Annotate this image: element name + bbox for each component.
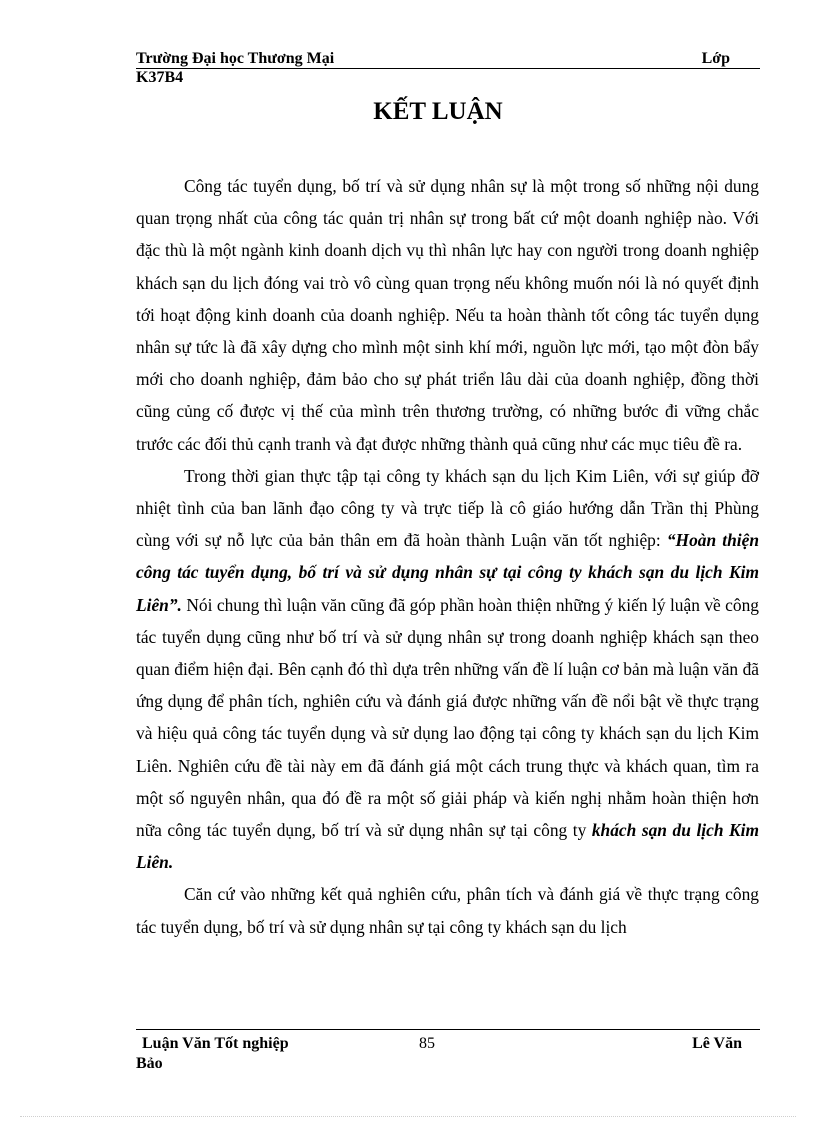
footer-thesis-label: Luận Văn Tốt nghiệp — [142, 1035, 289, 1052]
document-body — [136, 170, 759, 943]
page-title: KẾT LUẬN — [373, 98, 503, 125]
thesis-title-emphasis: “Hoàn thiện công tác tuyển dụng, bố trí và sử dụng nhân sự tại công ty khách sạn du lịch Kim Liên”. — [136, 530, 759, 615]
page-footer — [136, 1029, 760, 1074]
footer-author-first: Lê Văn — [692, 1035, 742, 1052]
paragraph-2-start: Trong thời gian thực tập tại công ty khách sạn du lịch Kim Liên, với sự giúp đỡ nhiệt tình của ban lãnh đạo công ty và trực tiếp là cô giáo hướng dẫn Trần thị Phùng cùng với sự nỗ lực của bản thân em đã hoàn thành Luận văn tốt nghiệp: — [136, 465, 759, 551]
paragraph-1: Công tác tuyển dụng, bố trí và sử dụng nhân sự là một trong số những nội dung quan trọng nhất của công tác quản trị nhân sự trong bất cứ một doanh nghiệp nào. Với đặc thù là một ngành kinh doanh dịch vụ thì nhân lực hay con người trong doanh nghiệp khách sạn du lịch đóng vai trò vô cùng quan trọng nếu không muốn nói là nó quyết định tới hoạt động kinh doanh của doanh nghiệp. Nếu ta hoàn thành tốt công tác tuyển dụng nhân sự tức là đã xây dựng cho mình một sinh khí mới, nguồn lực mới, tạo một đòn bẩy mới cho doanh nghiệp, đảm bảo cho sự phát triển lâu dài của doanh nghiệp, đồng thời cũng củng cố được vị thế của mình trên thương trường, có những bước đi vững chắc trước các đối thủ cạnh tranh và đạt được những thành quả cũng như các mục tiêu đề ra. — [136, 176, 759, 454]
page-bottom-divider — [20, 1116, 796, 1117]
paragraph-2-middle: Nói chung thì luận văn cũng đã góp phần hoàn thiện những ý kiến lý luận về công tác tuyển dụng cũng như bố trí và sử dụng nhân sự trong doanh nghiệp khách sạn theo quan điểm hiện đại. Bên cạnh đó thì dựa trên những vấn đề lí luận cơ bản mà luận văn đã ứng dụng để phân tích, nghiên cứu và đánh giá được những vấn đề nổi bật về thực trạng và hiệu quả công tác tuyển dụng và sử dụng lao động tại công ty khách sạn du lịch Kim Liên. Nghiên cứu đề tài này em đã đánh giá một cách trung thực và khách quan, tìm ra một số nguyên nhân, qua đó đề ra một số giải pháp và kiến nghị nhằm hoàn thiện hơn nữa công tác tuyển dụng, bố trí và sử dụng nhân sự tại công ty — [136, 594, 759, 841]
page-number: 85 — [419, 1035, 435, 1052]
company-name-emphasis: khách sạn du lịch Kim Liên. — [136, 820, 760, 873]
paragraph-2 — [136, 460, 759, 879]
header-class-code: K37B4 — [136, 69, 184, 86]
footer-author-last: Bảo — [136, 1055, 163, 1072]
page-header — [136, 50, 760, 87]
paragraph-3: Căn cứ vào những kết quả nghiên cứu, phân tích và đánh giá về thực trạng công tác tuyển dụng, bố trí và sử dụng nhân sự tại công ty khách sạn du lịch — [136, 884, 759, 937]
footer-row — [136, 1030, 760, 1054]
header-university: Trường Đại học Thương Mại — [136, 50, 335, 67]
header-class-label: Lớp — [701, 50, 730, 67]
header-row — [136, 50, 760, 69]
